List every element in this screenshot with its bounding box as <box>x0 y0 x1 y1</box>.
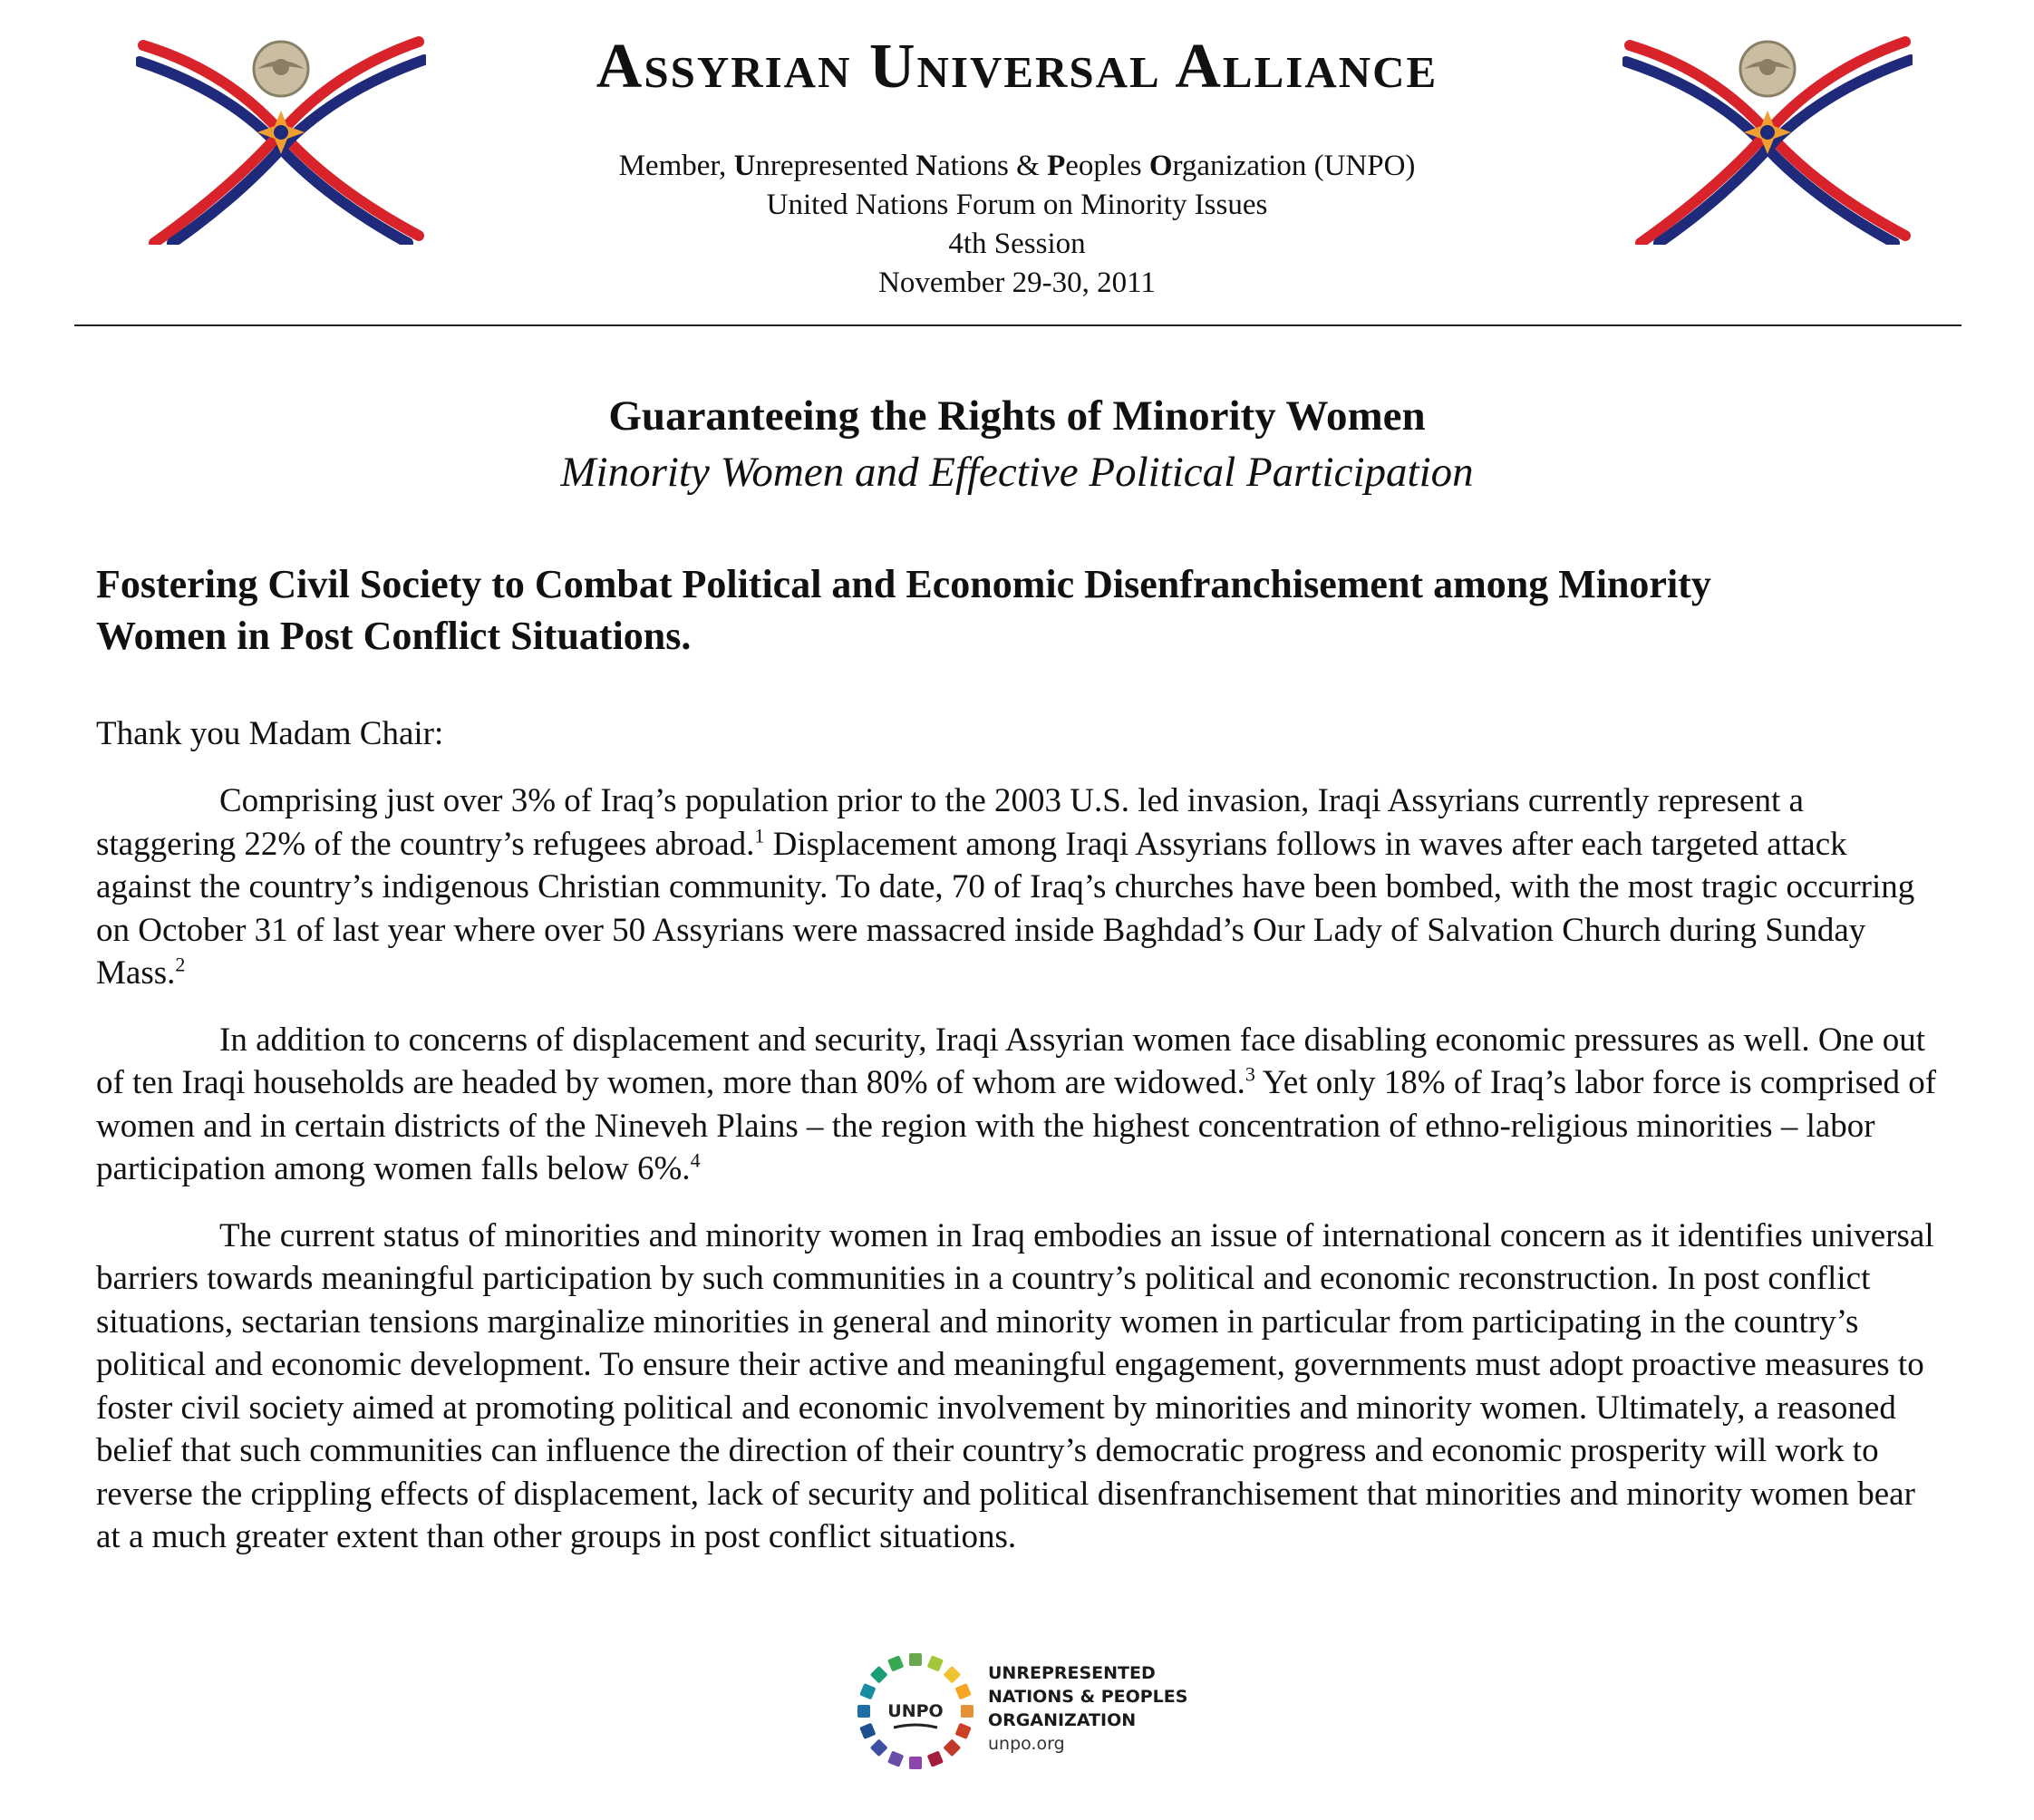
salutation: Thank you Madam Chair: <box>96 715 444 752</box>
statement-topic: Fostering Civil Society to Combat Political and Economic Disenfranchisement among Minority Women in Post Conflict Situations. <box>96 562 1711 658</box>
header-details <box>0 147 2034 303</box>
paragraph-2: In addition to concerns of displacement and security, Iraqi Assyrian women face disabling economic pressures as well. One out of ten Iraqi households are headed by women, more than 80% of whom are widowed.$^3$ Yet only 18% of Iraq’s labor force is comprised of women and in certain districts of the Nineveh Plains – the region with the highest concentration of ethno-religious minorities – labor participation among women falls below 6%.$^4$ <box>96 1021 1937 1187</box>
organization-title <box>0 31 2034 103</box>
footnote-ref: 3 <box>1245 1062 1255 1086</box>
unpo-logo <box>852 1648 1215 1775</box>
statement-body <box>96 779 1945 1583</box>
header-divider <box>74 324 1961 326</box>
paragraph-3: The current status of minorities and minority women in Iraq embodies an issue of international concern as it identifies universal barriers towards meaningful participation by such communities in a country’s political and economic reconstruction. In post conflict situations, sectarian tensions marginalize minorities in general and minority women in particular from participating in the country’s political and economic development. To ensure their active and meaningful engagement, governments must adopt proactive measures to foster civil society aimed at promoting political and economic involvement by minorities and minority women. Ultimately, a reasoned belief that such communities can influence the direction of their country’s democratic progress and economic prosperity will work to reverse the crippling effects of displacement, lack of security and political disenfranchisement that minorities and minority women bear at a much greater extent than other groups in post conflict situations. <box>96 1216 1934 1555</box>
unpo-wordmark: UNREPRESENTED NATIONS & PEOPLES ORGANIZATION unpo.org <box>988 1663 1188 1754</box>
unpo-emblem-icon <box>852 1648 979 1775</box>
conference-title: Guaranteeing the Rights of Minority Women <box>608 392 1426 440</box>
session-line: 4th Session <box>948 228 1086 260</box>
forum-line: United Nations Forum on Minority Issues <box>766 189 1268 221</box>
unpo-emblem-text: UNPO <box>887 1701 944 1721</box>
org-name: Assyrian Universal Alliance <box>596 32 1438 102</box>
unpo-url: unpo.org <box>988 1734 1065 1754</box>
star-center <box>274 125 288 140</box>
footnote-ref: 1 <box>754 824 765 847</box>
footnote-ref: 2 <box>175 953 186 976</box>
paragraph-1: Comprising just over 3% of Iraq’s population prior to the 2003 U.S. led invasion, Iraqi Assyrians currently represent a staggering 22% of the country’s refugees abroad.$^1$ Displacement among Iraqi Assyrians follows in waves after each targeted attack against the country’s indigenous Christian community. To date, 70 of Iraq’s churches have been bombed, with the most tragic occurring on October 31 of last year where over 50 Assyrians were massacred inside Baghdad’s Our Lady of Salvation Church during Sunday Mass.$^2$ <box>96 782 1915 992</box>
star-center <box>1760 125 1775 140</box>
conference-subtitle: Minority Women and Effective Political Participation <box>560 449 1474 496</box>
membership-line: Member, Unrepresented Nations & Peoples Organization (UNPO) <box>618 150 1416 182</box>
footnote-ref: 4 <box>690 1148 701 1172</box>
dates-line: November 29-30, 2011 <box>878 266 1156 299</box>
